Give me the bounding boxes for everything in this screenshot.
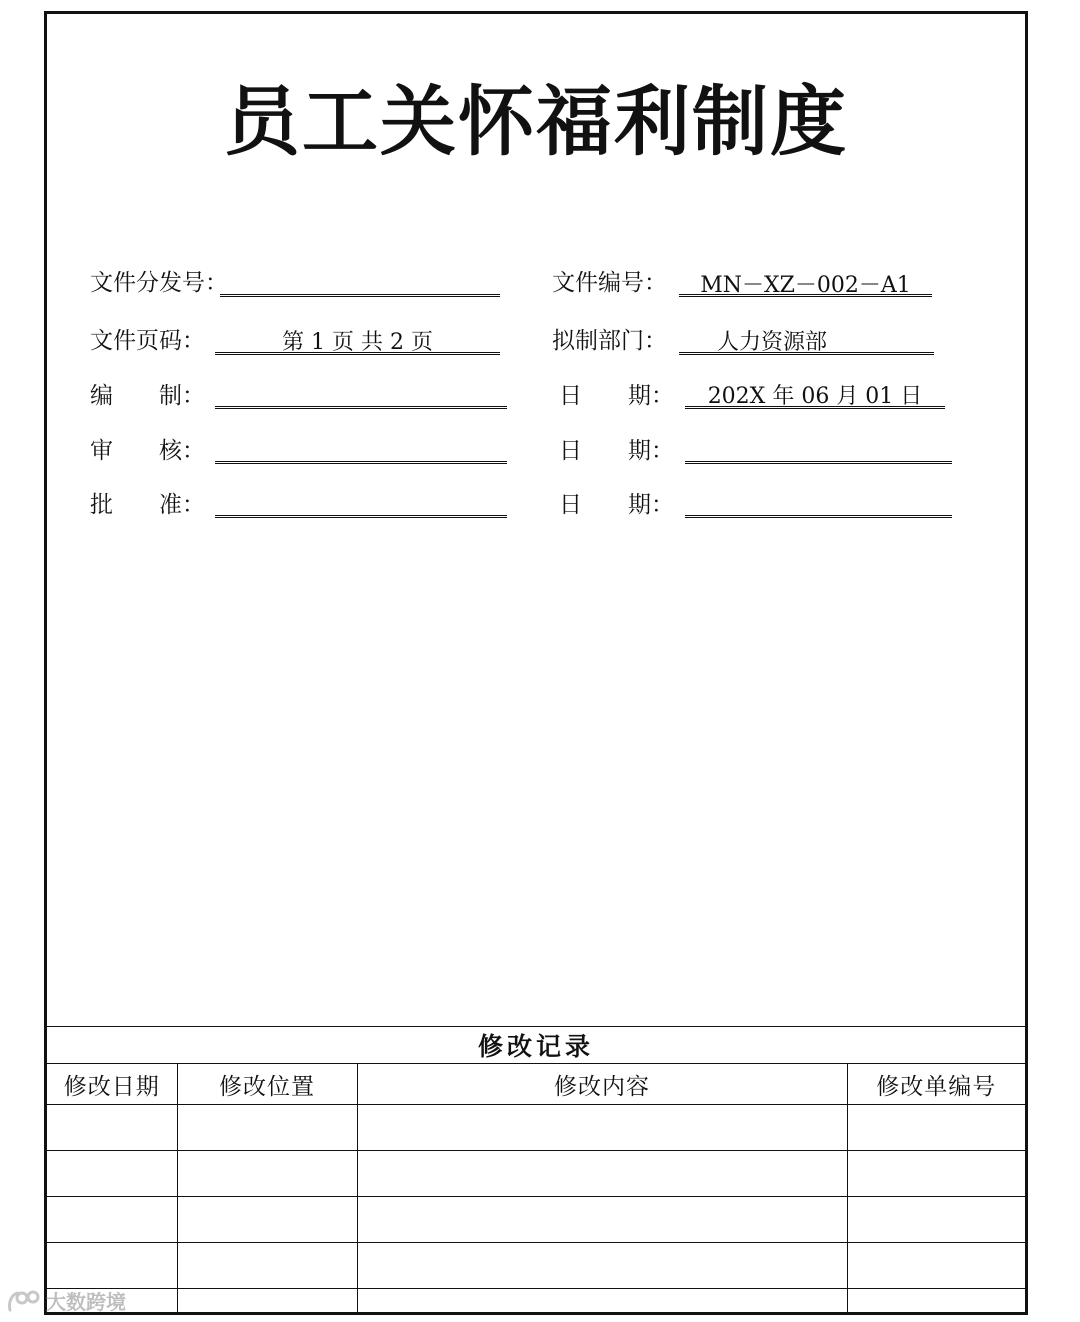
table-cell[interactable] [357, 1243, 847, 1289]
table-cell[interactable] [177, 1289, 357, 1312]
approved-date-underline [685, 515, 952, 518]
watermark-logo-icon [6, 1288, 42, 1314]
file-no-value[interactable]: MN－XZ－002－A1 [700, 273, 911, 298]
table-cell[interactable] [47, 1105, 177, 1151]
column-header-position: 修改位置 [177, 1064, 357, 1105]
table-row [47, 1151, 1025, 1197]
distribution-no-label: 文件分发号： [90, 270, 228, 296]
table-row [47, 1197, 1025, 1243]
column-header-order-no: 修改单编号 [847, 1064, 1025, 1105]
distribution-no-underline [220, 294, 500, 297]
document-title: 员工关怀福利制度 [224, 77, 848, 166]
page-code-underline [215, 352, 500, 355]
prepared-date-label: 日 期： [559, 383, 674, 409]
table-cell[interactable] [847, 1243, 1025, 1289]
approved-by-label: 批 准： [90, 492, 205, 518]
table-cell[interactable] [847, 1151, 1025, 1197]
table-cell[interactable] [177, 1197, 357, 1243]
table-cell[interactable] [357, 1197, 847, 1243]
table-cell[interactable] [357, 1151, 847, 1197]
table-cell[interactable] [177, 1105, 357, 1151]
table-row [47, 1289, 1025, 1312]
column-header-date: 修改日期 [47, 1064, 177, 1105]
table-cell[interactable] [177, 1243, 357, 1289]
table-cell[interactable] [847, 1289, 1025, 1312]
table-cell[interactable] [357, 1289, 847, 1312]
page-code-value[interactable]: 第 1 页 共 2 页 [282, 330, 433, 355]
prepared-date-underline [685, 406, 945, 409]
table-cell[interactable] [357, 1105, 847, 1151]
column-header-content: 修改内容 [357, 1064, 847, 1105]
file-no-underline [679, 294, 932, 297]
table-cell[interactable] [47, 1243, 177, 1289]
department-value[interactable]: 人力资源部 [717, 330, 828, 355]
table-cell[interactable] [847, 1197, 1025, 1243]
approved-date-label: 日 期： [559, 492, 674, 518]
approved-by-underline [215, 515, 507, 518]
table-row [47, 1243, 1025, 1289]
table-cell[interactable] [47, 1197, 177, 1243]
watermark [6, 1286, 126, 1315]
reviewed-by-label: 审 核： [90, 438, 205, 464]
revision-record-table [47, 1026, 1025, 1312]
department-label: 拟制部门： [552, 328, 667, 354]
prepared-by-label: 编 制： [90, 383, 205, 409]
reviewed-by-underline [215, 461, 507, 464]
revision-record-title: 修改记录 [47, 1027, 1025, 1064]
prepared-date-value[interactable]: 202X 年 06 月 01 日 [707, 384, 923, 409]
table-cell[interactable] [47, 1151, 177, 1197]
reviewed-date-label: 日 期： [559, 438, 674, 464]
document-frame [44, 11, 1028, 1315]
file-no-label: 文件编号： [552, 270, 667, 296]
page-code-label: 文件页码： [90, 328, 205, 354]
watermark-text: 大数跨境 [46, 1290, 126, 1314]
table-cell[interactable] [847, 1105, 1025, 1151]
prepared-by-underline [215, 406, 507, 409]
department-underline [679, 352, 934, 355]
table-cell[interactable] [177, 1151, 357, 1197]
reviewed-date-underline [685, 461, 952, 464]
table-row [47, 1105, 1025, 1151]
